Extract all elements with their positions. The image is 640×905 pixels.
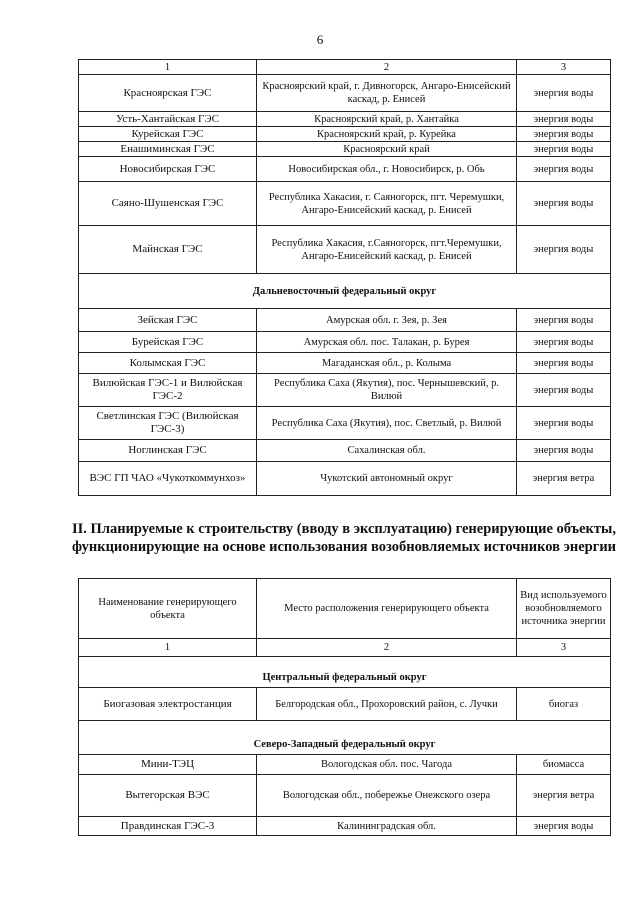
energy-source: биогаз xyxy=(517,688,611,721)
page-number: 6 xyxy=(316,32,324,47)
energy-source: энергия воды xyxy=(517,309,611,332)
object-location: Белгородская обл., Прохоровский район, с. Лучки xyxy=(257,688,517,721)
table-row xyxy=(79,688,611,721)
section-title: II. Планируемые к строительству (вводу в эксплуатацию) генерирующие объекты, функционирующие на основе использования возобновляемых источников энергии xyxy=(71,521,617,555)
energy-source: энергия воды xyxy=(517,407,611,440)
energy-source: энергия воды xyxy=(517,226,611,274)
region-central: Центральный федеральный округ xyxy=(79,657,611,688)
energy-source: энергия воды xyxy=(517,374,611,407)
region-row xyxy=(79,657,611,688)
col-number-2: 2 xyxy=(257,639,517,657)
table-row xyxy=(79,309,611,332)
table-row xyxy=(79,407,611,440)
energy-source: энергия воды xyxy=(517,353,611,374)
object-name: Вилюйская ГЭС-1 и Вилюйская ГЭС-2 xyxy=(79,374,257,407)
energy-source: энергия воды xyxy=(517,127,611,142)
object-name: ВЭС ГП ЧАО «Чукоткоммунхоз» xyxy=(79,462,257,496)
object-location: Красноярский край, р. Курейка xyxy=(257,127,517,142)
object-name: Енашиминская ГЭС xyxy=(79,142,257,157)
table-row xyxy=(79,182,611,226)
object-location: Красноярский край xyxy=(257,142,517,157)
header-row xyxy=(79,579,611,639)
header-name: Наименование генерирующего объекта xyxy=(79,579,257,639)
planned-objects-table xyxy=(78,578,611,836)
object-location: Республика Хакасия, г. Саяногорск, пгт. Черемушки, Ангаро-Енисейский каскад, р. Енисей xyxy=(257,182,517,226)
object-name: Бурейская ГЭС xyxy=(79,332,257,353)
object-name: Новосибирская ГЭС xyxy=(79,157,257,182)
table-row xyxy=(79,353,611,374)
existing-objects-table xyxy=(78,59,611,496)
object-location: Республика Саха (Якутия), пос. Чернышевский, р. Вилюй xyxy=(257,374,517,407)
table-row xyxy=(79,332,611,353)
table-row xyxy=(79,462,611,496)
energy-source: энергия воды xyxy=(517,182,611,226)
col-number-1: 1 xyxy=(79,639,257,657)
header-source: Вид используемого возобновляемого источника энергии xyxy=(517,579,611,639)
region-row xyxy=(79,721,611,755)
object-name: Светлинская ГЭС (Вилюйская ГЭС-3) xyxy=(79,407,257,440)
table-row xyxy=(79,226,611,274)
table-row xyxy=(79,75,611,112)
object-name: Курейская ГЭС xyxy=(79,127,257,142)
region-northwest: Северо-Западный федеральный округ xyxy=(79,721,611,755)
col-number-1: 1 xyxy=(79,60,257,75)
region-far-east: Дальневосточный федеральный округ xyxy=(79,274,611,309)
object-name: Правдинская ГЭС-3 xyxy=(79,817,257,836)
object-location: Сахалинская обл. xyxy=(257,440,517,462)
energy-source: энергия воды xyxy=(517,75,611,112)
object-location: Республика Хакасия, г.Саяногорск, пгт.Черемушки, Ангаро-Енисейский каскад, р. Енисей xyxy=(257,226,517,274)
object-name: Биогазовая электростанция xyxy=(79,688,257,721)
header-location: Место расположения генерирующего объекта xyxy=(257,579,517,639)
table-row xyxy=(79,127,611,142)
object-name: Колымская ГЭС xyxy=(79,353,257,374)
object-location: Амурская обл. пос. Талакан, р. Бурея xyxy=(257,332,517,353)
table-row xyxy=(79,775,611,817)
table-row xyxy=(79,755,611,775)
table-row xyxy=(79,374,611,407)
table-row xyxy=(79,142,611,157)
table-row xyxy=(79,157,611,182)
object-name: Мини-ТЭЦ xyxy=(79,755,257,775)
region-row xyxy=(79,274,611,309)
energy-source: энергия воды xyxy=(517,440,611,462)
object-location: Вологодская обл. пос. Чагода xyxy=(257,755,517,775)
object-name: Усть-Хантайская ГЭС xyxy=(79,112,257,127)
column-number-row xyxy=(79,639,611,657)
object-name: Саяно-Шушенская ГЭС xyxy=(79,182,257,226)
energy-source: энергия воды xyxy=(517,112,611,127)
object-location: Амурская обл. г. Зея, р. Зея xyxy=(257,309,517,332)
energy-source: энергия ветра xyxy=(517,462,611,496)
object-location: Вологодская обл., побережье Онежского озера xyxy=(257,775,517,817)
column-number-row xyxy=(79,60,611,75)
table-row xyxy=(79,440,611,462)
col-number-3: 3 xyxy=(517,639,611,657)
energy-source: биомасса xyxy=(517,755,611,775)
energy-source: энергия воды xyxy=(517,332,611,353)
energy-source: энергия воды xyxy=(517,142,611,157)
energy-source: энергия ветра xyxy=(517,775,611,817)
object-location: Красноярский край, г. Дивногорск, Ангаро-Енисейский каскад, р. Енисей xyxy=(257,75,517,112)
table-row xyxy=(79,817,611,836)
object-location: Калининградская обл. xyxy=(257,817,517,836)
col-number-2: 2 xyxy=(257,60,517,75)
col-number-3: 3 xyxy=(517,60,611,75)
object-location: Республика Саха (Якутия), пос. Светлый, р. Вилюй xyxy=(257,407,517,440)
object-location: Красноярский край, р. Хантайка xyxy=(257,112,517,127)
energy-source: энергия воды xyxy=(517,157,611,182)
object-name: Майнская ГЭС xyxy=(79,226,257,274)
object-name: Ноглинская ГЭС xyxy=(79,440,257,462)
object-name: Вытегорская ВЭС xyxy=(79,775,257,817)
table-row xyxy=(79,112,611,127)
energy-source: энергия воды xyxy=(517,817,611,836)
object-location: Магаданская обл., р. Колыма xyxy=(257,353,517,374)
object-name: Красноярская ГЭС xyxy=(79,75,257,112)
object-location: Чукотский автономный округ xyxy=(257,462,517,496)
object-name: Зейская ГЭС xyxy=(79,309,257,332)
object-location: Новосибирская обл., г. Новосибирск, р. Обь xyxy=(257,157,517,182)
